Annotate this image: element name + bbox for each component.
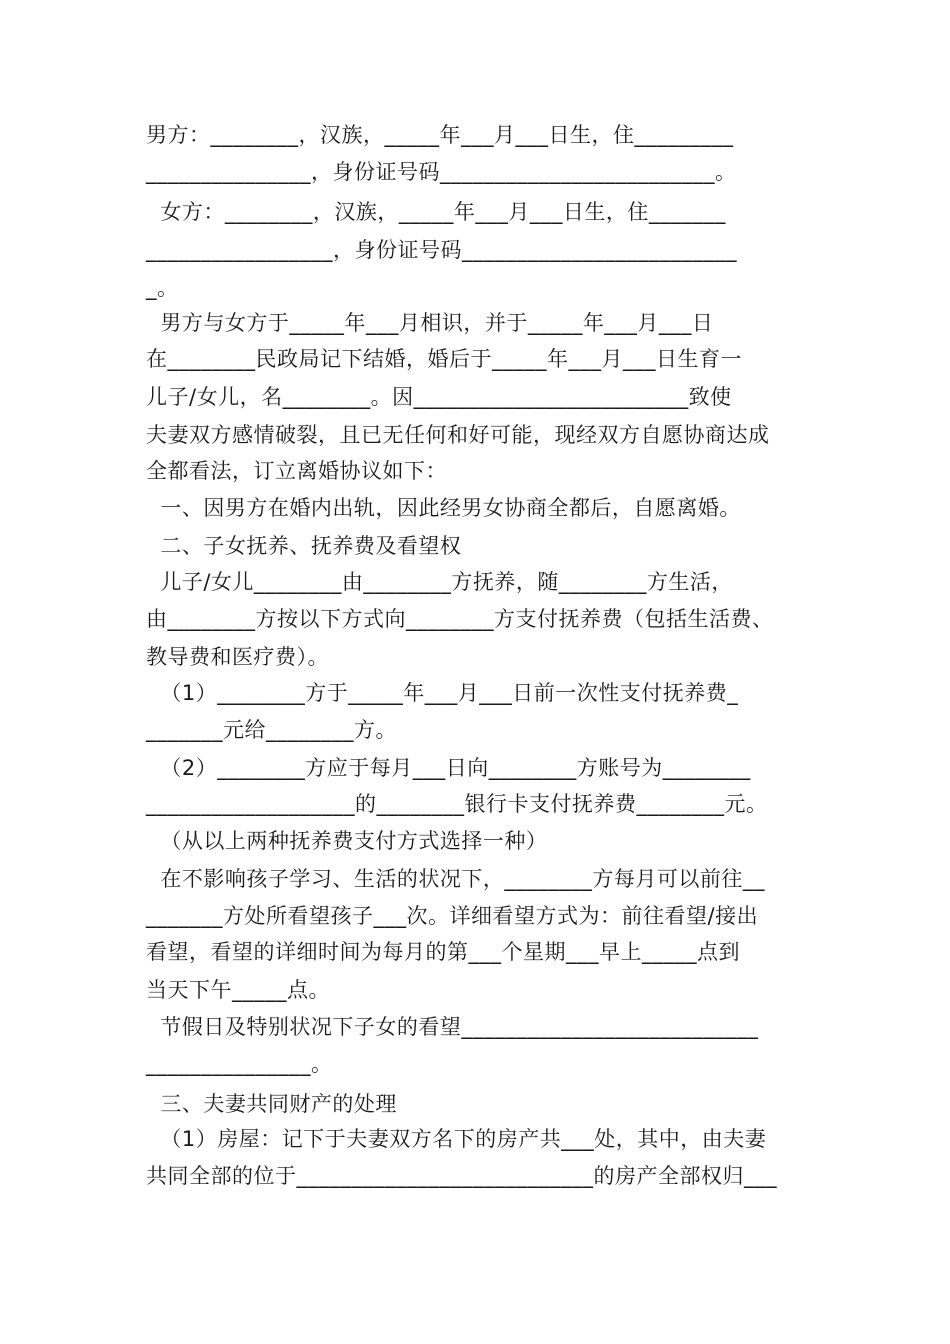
text-line: 全都看法，订立离婚协议如下： — [146, 459, 447, 483]
text-line: （从以上两种抚养费支付方式选择一种） — [146, 829, 548, 853]
text-line: 夫妻双方感情破裂，且已无任何和好可能，现经双方自愿协商达成 — [146, 423, 770, 447]
text-line: 男方与女方于_____年___月相识，并于_____年___月___日 — [146, 311, 714, 335]
text-line: _______元给________方。 — [146, 718, 397, 742]
section-heading: 一、因男方在婚内出轨，因此经男女协商全都后，自愿离婚。 — [146, 496, 741, 520]
text-line: 教导费和医疗费）。 — [146, 645, 329, 669]
section-heading: 二、子女抚养、抚养费及看望权 — [146, 534, 462, 558]
text-line: 在不影响孩子学习、生活的状况下，________方每月可以前往__ — [146, 867, 765, 891]
text-line: _______________，身份证号码_________________________。 — [146, 160, 737, 184]
text-line: 节假日及特别状况下子女的看望___________________________ — [146, 1015, 759, 1039]
section-heading: 三、夫妻共同财产的处理 — [146, 1092, 397, 1116]
text-line: 儿子/女儿，名________。因_________________________致使 — [146, 385, 732, 409]
text-line: ___________________的________银行卡支付抚养费________元。 — [146, 792, 768, 816]
text-line: 共同全部的位于___________________________的房产全部权归___ — [146, 1164, 777, 1188]
text-line: 由________方按以下方式向________方支付抚养费（包括生活费、 — [146, 607, 774, 631]
text-line: 男方：________，汉族，_____年___月___日生，住_________ — [146, 123, 734, 147]
text-line: 儿子/女儿________由________方抚养，随________方生活， — [146, 570, 733, 594]
text-line: 女方：________，汉族，_____年___月___日生，住_______ — [146, 200, 726, 224]
text-line: _______________。 — [146, 1052, 333, 1076]
text-line: 在________民政局记下结婚，婚后于_____年___月___日生育一 — [146, 347, 742, 371]
text-line: _______方处所看望孩子___次。详细看望方式为：前往看望/接出 — [146, 904, 759, 928]
text-line: （1）________方于_____年___月___日前一次性支付抚养费_ — [146, 681, 739, 705]
text-line: _。 — [146, 276, 179, 300]
text-line: 看望，看望的详细时间为每月的第___个星期___早上_____点到 — [146, 940, 740, 964]
text-line: （1）房屋：记下于夫妻双方名下的房产共___处，其中，由夫妻 — [146, 1127, 767, 1151]
text-line: 当天下午_____点。 — [146, 978, 330, 1002]
text-line: _________________，身份证号码_________________________ — [146, 238, 737, 262]
text-line: （2）________方应于每月___日向________方账号为________ — [146, 756, 751, 780]
